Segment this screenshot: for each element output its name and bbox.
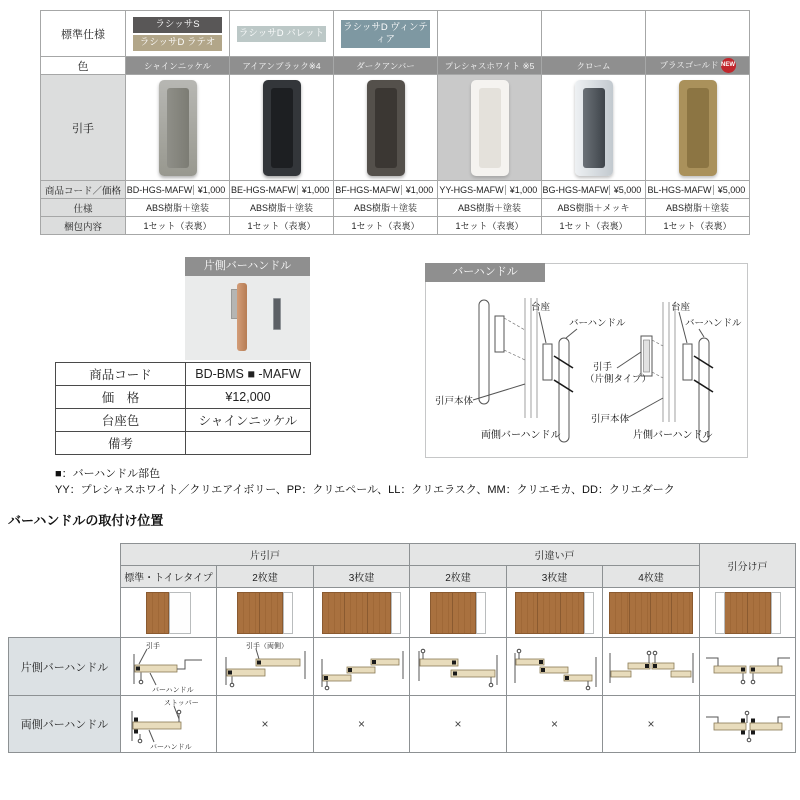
pull-handle-image-precious-white	[471, 80, 509, 176]
section-3panel-hc-one-side	[508, 639, 602, 695]
not-available-mark: ×	[217, 696, 314, 753]
svg-text:引手（両側）: 引手（両側）	[246, 642, 288, 650]
product-code: BE-HGS-MAFW	[231, 184, 296, 195]
blank-cell	[9, 588, 121, 638]
mounting-position-table	[8, 543, 796, 753]
osh-value-code: BD-BMS ■ -MAFW	[186, 363, 311, 386]
pull-handle-image-brass-gold	[679, 80, 717, 176]
material-value: ABS樹脂＋塗装	[126, 199, 230, 217]
group-header-parting: 引分け戸	[700, 544, 796, 588]
section-standard-both-side	[122, 696, 216, 752]
blank-cell	[9, 544, 121, 566]
table-row	[56, 363, 311, 386]
table-row	[56, 409, 311, 432]
osh-value-remarks	[186, 432, 311, 455]
door-image-2-panel	[217, 592, 313, 634]
row-label-both-side-bar-handle: 両側バーハンドル	[9, 696, 121, 753]
material-value: ABS樹脂＋塗装	[334, 199, 438, 217]
pull-handle-image-dark-amber	[367, 80, 405, 176]
material-value: ABS樹脂＋塗装	[646, 199, 750, 217]
one-side-bar-handle-photo	[185, 276, 310, 360]
color-name-6-text: ブラスゴールド	[659, 59, 719, 70]
product-code: BF-HGS-MAFW	[335, 184, 400, 195]
color-name-3: ダークアンバー	[334, 57, 438, 75]
group-header-row	[9, 544, 796, 566]
label-base-left: 台座	[531, 302, 551, 313]
product-code: BL-HGS-MAFW	[647, 184, 712, 195]
not-available-mark: ×	[507, 696, 603, 753]
door-image-row	[9, 588, 796, 638]
osh-label-code: 商品コード	[56, 363, 186, 386]
label-pull-right-1: 引手	[593, 362, 613, 373]
section-2panel-hc-one-side	[411, 639, 505, 695]
series-cell-3	[334, 11, 438, 57]
footnote-line-2: YY：プレシャスホワイト／クリエアイボリー、PP：クリエペール、LL：クリエラスク、MM：クリエモカ、DD：クリエダーク	[55, 484, 675, 496]
sub-header-standard-toilet: 標準・トイレタイプ	[121, 566, 217, 588]
row-label-material: 仕様	[41, 199, 126, 217]
package-value: 1セット（表裏）	[126, 217, 230, 235]
product-price: ¥1,000	[297, 185, 333, 195]
series-cell-5	[542, 11, 646, 57]
not-available-mark: ×	[410, 696, 507, 753]
row-standard-spec	[41, 11, 750, 57]
handle-recess	[375, 88, 397, 168]
product-price: ¥1,000	[193, 185, 229, 195]
door-image-3-panel	[314, 592, 409, 634]
row-material	[41, 199, 750, 217]
group-header-single-sliding: 片引戸	[121, 544, 410, 566]
svg-text:引手: 引手	[145, 642, 160, 650]
package-value: 1セット（表裏）	[646, 217, 750, 235]
svg-text:バーハンドル: バーハンドル	[149, 744, 192, 751]
series-cell-1	[126, 11, 230, 57]
color-name-1: シャインニッケル	[126, 57, 230, 75]
material-value: ABS樹脂＋塗装	[230, 199, 334, 217]
group-header-double-sliding: 引違い戸	[410, 544, 700, 566]
section-parting-one-side	[701, 639, 795, 695]
row-package	[41, 217, 750, 235]
product-code: BD-HGS-MAFW	[126, 184, 193, 195]
osh-label-remarks: 備考	[56, 432, 186, 455]
one-side-bar-handle-table	[55, 362, 311, 455]
product-price: ¥5,000	[609, 185, 645, 195]
label-bar-right: バーハンドル	[685, 318, 742, 329]
section-parting-both-side	[701, 696, 795, 752]
product-price: ¥1,000	[505, 185, 541, 195]
footnotes	[55, 466, 675, 498]
label-door-right: 引戸本体	[591, 414, 630, 425]
package-value: 1セット（表裏）	[438, 217, 542, 235]
sub-header-4-panel-hc: 4枚建	[603, 566, 700, 588]
material-value: ABS樹脂＋メッキ	[542, 199, 646, 217]
label-door-left: 引戸本体	[435, 396, 474, 407]
table-row	[56, 432, 311, 455]
mounting-section-title: バーハンドルの取付け位置	[8, 513, 164, 528]
bar-handle-exploded-diagram	[427, 286, 747, 454]
series-badge-lasissa-d-lateo: ラシッサD ラテオ	[133, 35, 222, 51]
door-image-2-panel-hc	[410, 592, 506, 634]
handle-recess	[583, 88, 605, 168]
pull-handle-spec-table	[40, 10, 750, 235]
pull-handle-image-shine-nickel	[159, 80, 197, 176]
row-label-pull-handle: 引手	[41, 75, 126, 181]
series-cell-6	[646, 11, 750, 57]
product-code: YY-HGS-MAFW	[439, 184, 504, 195]
package-value: 1セット（表裏）	[230, 217, 334, 235]
color-name-2: アイアンブラック※4	[230, 57, 334, 75]
color-name-5: クローム	[542, 57, 646, 75]
section-3panel-one-side	[315, 639, 409, 695]
svg-text:バーハンドル: バーハンドル	[151, 686, 194, 694]
not-available-mark: ×	[603, 696, 700, 753]
both-side-bar-handle-row	[9, 696, 796, 753]
one-side-bar-handle-row	[9, 638, 796, 696]
new-badge: NEW	[721, 58, 736, 73]
material-value: ABS樹脂＋塗装	[438, 199, 542, 217]
door-image-parting	[700, 592, 795, 634]
bar-handle-diagram-panel	[425, 263, 748, 458]
row-pull-handle-images	[41, 75, 750, 181]
sub-header-3-panel: 3枚建	[314, 566, 410, 588]
series-badge-lasissa-d-vintia: ラシッサD ヴィンティア	[341, 20, 430, 48]
pull-handle-image-iron-black	[263, 80, 301, 176]
row-color	[41, 57, 750, 75]
product-code: BG-HGS-MAFW	[542, 184, 609, 195]
one-side-bar-handle-header: 片側バーハンドル	[185, 257, 310, 276]
not-available-mark: ×	[314, 696, 410, 753]
row-label-standard-spec: 標準仕様	[41, 11, 126, 57]
row-label-package: 梱包内容	[41, 217, 126, 235]
product-price: ¥1,000	[401, 185, 437, 195]
series-cell-4	[438, 11, 542, 57]
svg-text:ストッパー: ストッパー	[163, 700, 199, 707]
door-image-3-panel-hc	[507, 592, 602, 634]
series-badge-lasissa-d-palette: ラシッサD パレット	[237, 26, 326, 42]
product-price: ¥5,000	[713, 185, 749, 195]
row-label-color: 色	[41, 57, 126, 75]
osh-label-price: 価 格	[56, 386, 186, 409]
door-image-standard	[121, 592, 216, 634]
sub-header-3-panel-hc: 3枚建	[507, 566, 603, 588]
handle-recess	[687, 88, 709, 168]
section-standard-one-side	[122, 639, 216, 695]
caption-one-side: 片側バーハンドル	[633, 430, 713, 441]
handle-recess	[479, 88, 501, 168]
handle-recess	[167, 88, 189, 168]
package-value: 1セット（表裏）	[542, 217, 646, 235]
osh-value-price: ¥12,000	[186, 386, 311, 409]
sub-header-2-panel: 2枚建	[217, 566, 314, 588]
section-2panel-one-side	[218, 639, 312, 695]
door-image-4-panel-hc	[603, 592, 699, 634]
row-label-code-price: 商品コード／価格	[41, 181, 126, 199]
color-name-6	[646, 57, 750, 75]
package-value: 1セット（表裏）	[334, 217, 438, 235]
sub-header-row	[9, 566, 796, 588]
footnote-line-1: ■：バーハンドル部色	[55, 468, 161, 480]
blank-cell	[9, 566, 121, 588]
recessed-pull-image	[273, 298, 281, 330]
section-4panel-hc-one-side	[604, 639, 698, 695]
row-code-price	[41, 181, 750, 199]
pull-handle-image-chrome	[575, 80, 613, 176]
color-name-4: プレシャスホワイト ※5	[438, 57, 542, 75]
handle-recess	[271, 88, 293, 168]
wood-bar-handle-image	[237, 283, 247, 351]
bar-handle-panel-header: バーハンドル	[425, 263, 545, 282]
row-label-one-side-bar-handle: 片側バーハンドル	[9, 638, 121, 696]
osh-label-base-color: 台座色	[56, 409, 186, 432]
table-row	[56, 386, 311, 409]
label-pull-right-2: （片側タイプ）	[585, 374, 652, 385]
series-badge-lasissa-s: ラシッサS	[133, 17, 222, 33]
series-cell-2	[230, 11, 334, 57]
caption-both-side: 両側バーハンドル	[481, 430, 561, 441]
label-bar-left: バーハンドル	[569, 318, 626, 329]
label-base-right: 台座	[671, 302, 691, 313]
sub-header-2-panel-hc: 2枚建	[410, 566, 507, 588]
osh-value-base-color: シャインニッケル	[186, 409, 311, 432]
